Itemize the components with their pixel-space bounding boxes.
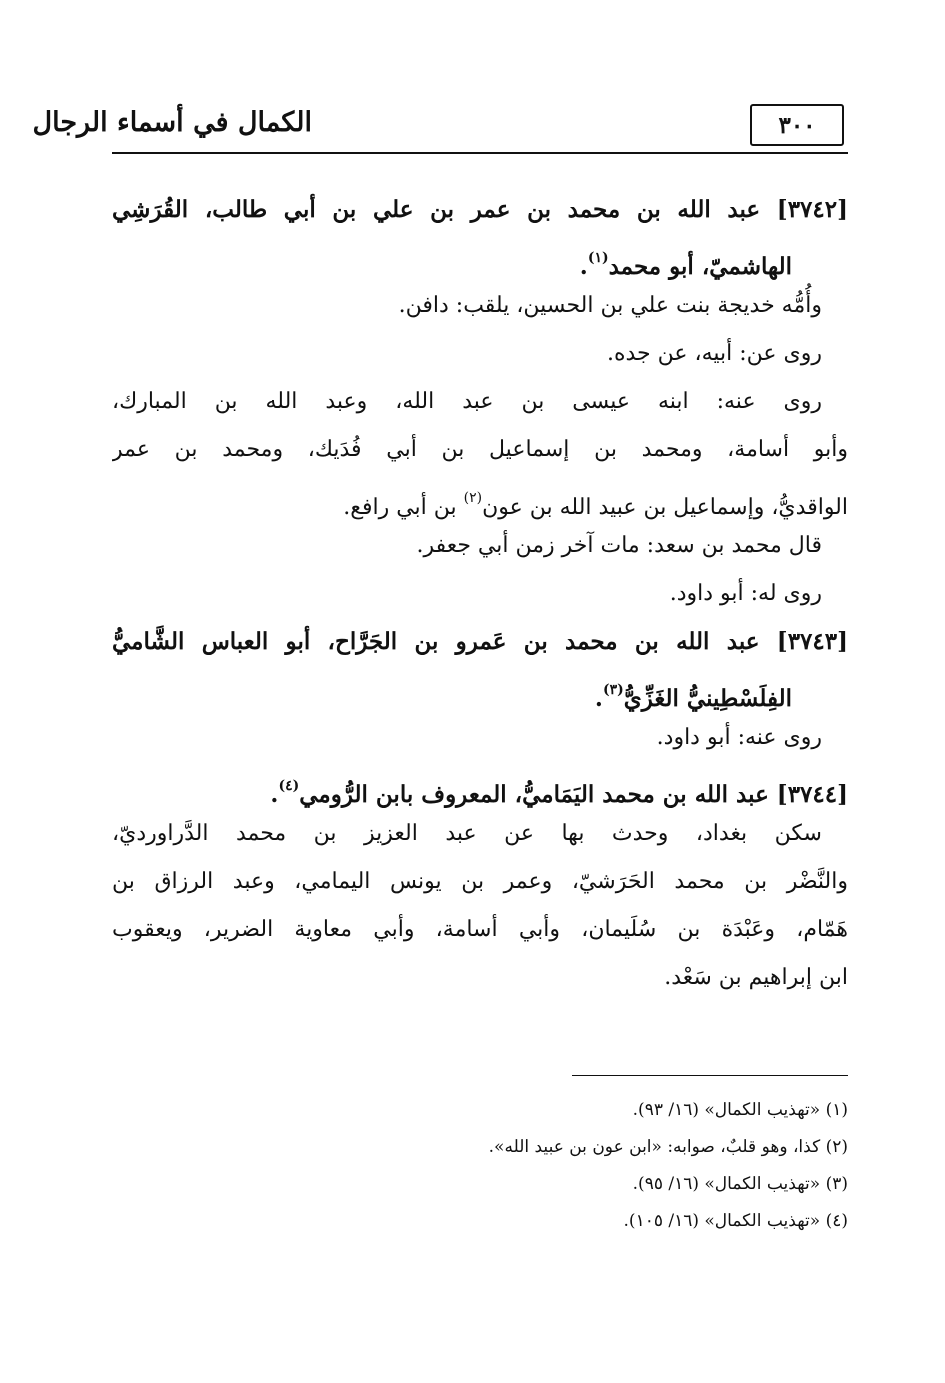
heading-text: [٣٧٤٤] عبد الله بن محمد اليَمَاميُّ، المعروف بابن الرُّومي: [299, 781, 848, 808]
page-body: [112, 186, 848, 1002]
paragraph-line: روى له: أبو داود.: [669, 581, 822, 606]
paragraph-text: بن أبي رافع.: [343, 495, 464, 520]
footnote: (١) «تهذيب الكمال» (١٦/ ٩٣).: [632, 1100, 848, 1120]
heading-text: الفِلَسْطِينيُّ الغَزِّيُّ: [623, 685, 792, 712]
heading-end: .: [579, 253, 588, 280]
entry-heading-line: [٣٧٤٣] عبد الله بن محمد بن عَمرو بن الجَرَّاح، أبو العباس الشَّاميُّ: [112, 628, 848, 655]
entry-heading-line: [٣٧٤٢] عبد الله بن محمد بن عمر بن علي بن أبي طالب، القُرَشِي: [112, 196, 848, 223]
footnote-rule: [572, 1075, 848, 1076]
paragraph-text: الواقديُّ، وإسماعيل بن عبيد الله بن عون: [482, 495, 848, 520]
paragraph-line: والنَّضْر بن محمد الحَرَشيّ، وعمر بن يونس اليمامي، وعبد الرزاق بن: [112, 869, 848, 894]
paragraph-line: سكن بغداد، وحدث بها عن عبد العزيز بن محمد الدَّراورديّ،: [112, 821, 822, 846]
paragraph-line: روى عنه: أبو داود.: [656, 725, 822, 750]
heading-end: .: [270, 781, 279, 808]
footnote-marker[interactable]: (٢): [463, 490, 483, 506]
paragraph-line: قال محمد بن سعد: مات آخر زمن أبي جعفر.: [416, 533, 822, 558]
footnote: (٤) «تهذيب الكمال» (١٦/ ١٠٥).: [623, 1211, 848, 1231]
running-title: الكمال في أسماء الرجال: [32, 107, 312, 138]
entry-heading-line: [112, 666, 848, 714]
paragraph-line: روى عنه: ابنه عيسى بن عبد الله، وعبد الله بن المبارك،: [112, 389, 822, 414]
footnote: (٢) كذا، وهو قلبٌ، صوابه: «ابن عون بن عبيد الله».: [488, 1137, 848, 1157]
footnote-marker[interactable]: (١): [587, 250, 609, 266]
paragraph-line: روى عن: أبيه، عن جده.: [606, 341, 822, 366]
footnote-marker[interactable]: (٣): [602, 682, 624, 698]
footnotes: [112, 1092, 848, 1240]
header-rule: [112, 152, 848, 154]
page-header: [32, 98, 846, 156]
paragraph-line: هَمّام، وعَبْدَة بن سُلَيمان، وأبي أسامة، وأبي معاوية الضرير، ويعقوب: [112, 917, 848, 942]
heading-end: .: [594, 685, 603, 712]
paragraph-line: ابن إبراهيم بن سَعْد.: [664, 965, 848, 990]
paragraph-line: وأبو أسامة، ومحمد بن إسماعيل بن أبي فُدَيك، ومحمد بن عمر: [112, 437, 848, 462]
entry-heading-line: [112, 762, 848, 810]
page-number: ٣٠٠: [750, 104, 844, 146]
paragraph-line: [112, 474, 848, 522]
heading-text: الهاشميّ، أبو محمد: [608, 253, 792, 280]
footnote-marker[interactable]: (٤): [278, 778, 300, 794]
entry-heading-line: [112, 234, 848, 282]
footnote: (٣) «تهذيب الكمال» (١٦/ ٩٥).: [632, 1174, 848, 1194]
paragraph-line: وأُمُّه خديجة بنت علي بن الحسين، يلقب: دافن.: [398, 293, 822, 318]
